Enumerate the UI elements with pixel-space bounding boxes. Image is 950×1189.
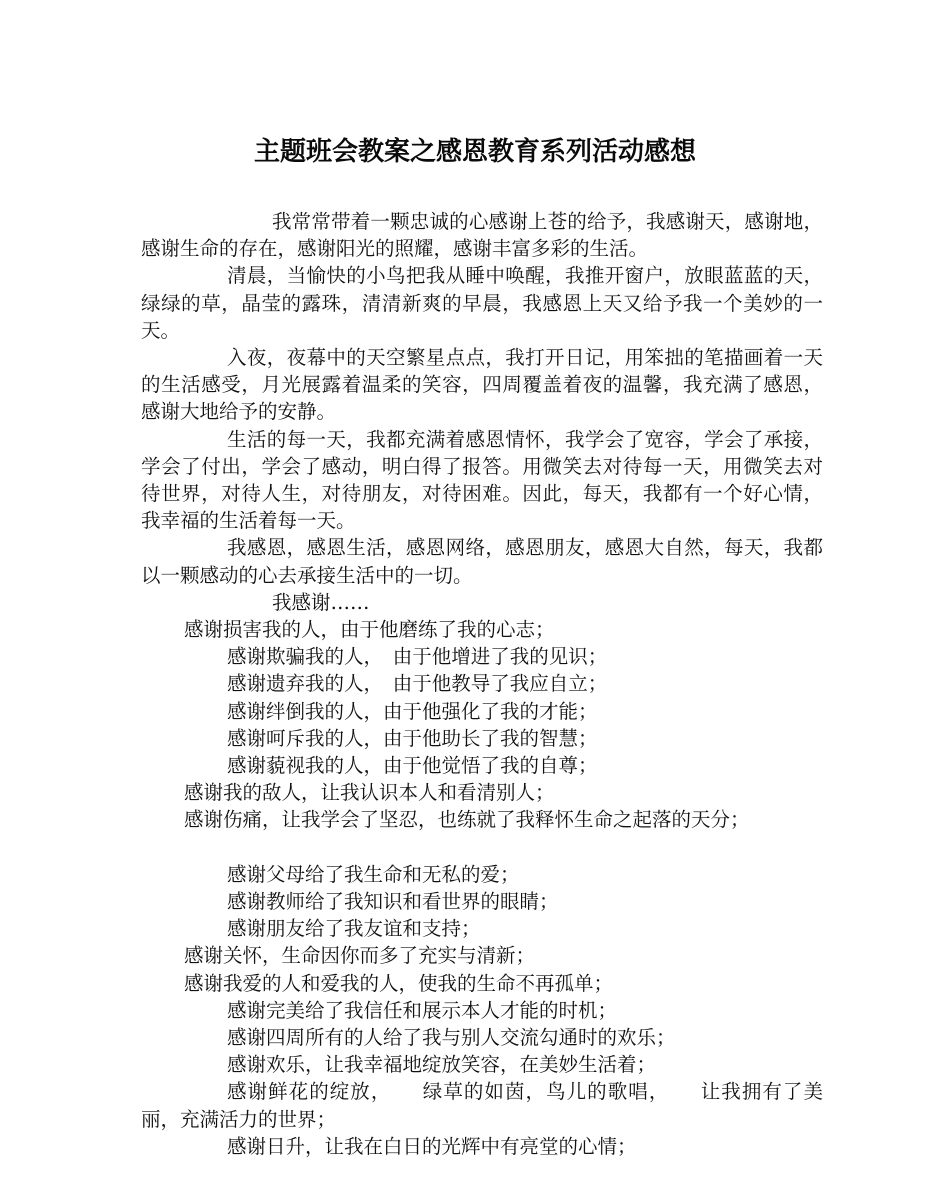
paragraph-morning: 清晨，当愉快的小鸟把我从睡中唤醒，我推开窗户，放眼蓝蓝的天，绿绿的草，晶莹的露珠，清清新爽的早晨，我感恩上天又给予我一个美妙的一天。 xyxy=(141,264,823,342)
thanks-line: 感谢日升，让我在白日的光辉中有亮堂的心情； xyxy=(227,1134,637,1158)
thanks-line: 感谢绊倒我的人，由于他强化了我的才能； xyxy=(227,699,598,723)
paragraph-i-thank: 我感谢…… xyxy=(272,590,370,614)
thanks-line: 感谢欺骗我的人， 由于他增进了我的见识； xyxy=(227,645,608,669)
thanks-line: 感谢关怀，生命因你而多了充实与清新； xyxy=(184,944,536,968)
thanks-line: 感谢鲜花的绽放， 绿草的如茵，鸟儿的歌唱， 让我拥有了美丽，充满活力的世界； xyxy=(141,1080,823,1131)
thanks-line: 感谢藐视我的人，由于他觉悟了我的自尊； xyxy=(227,754,598,778)
thanks-line: 感谢完美给了我信任和展示本人才能的时机； xyxy=(227,998,618,1022)
document-body xyxy=(141,208,823,1160)
thanks-line: 感谢呵斥我的人，由于他助长了我的智慧； xyxy=(227,726,598,750)
thanks-line: 感谢四周所有的人给了我与别人交流勾通时的欢乐； xyxy=(227,1026,676,1050)
thanks-line: 感谢我爱的人和爱我的人，使我的生命不再孤单； xyxy=(184,971,614,995)
thanks-line: 感谢朋友给了我友谊和支持； xyxy=(227,917,481,941)
thanks-line: 感谢教师给了我知识和看世界的眼睛； xyxy=(227,890,559,914)
thanks-line: 感谢父母给了我生命和无私的爱； xyxy=(227,862,520,886)
thanks-line: 感谢损害我的人，由于他磨练了我的心志； xyxy=(184,618,555,642)
paragraph-night: 入夜，夜幕中的天空繁星点点，我打开日记，用笨拙的笔描画着一天的生活感受，月光展露着温柔的笑容，四周覆盖着夜的温馨，我充满了感恩，感谢大地给予的安静。 xyxy=(141,346,823,424)
blank-line xyxy=(141,834,823,861)
thanks-line: 感谢伤痛，让我学会了坚忍，也练就了我释怀生命之起落的天分； xyxy=(184,808,750,832)
thanks-line: 感谢遗弃我的人， 由于他教导了我应自立； xyxy=(227,672,608,696)
document-title: 主题班会教案之感恩教育系列活动感想 xyxy=(253,137,696,167)
paragraph-daily-life: 生活的每一天，我都充满着感恩情怀，我学会了宽容，学会了承接，学会了付出，学会了感动，明白得了报答。用微笑去对待每一天，用微笑去对待世界，对待人生，对待朋友，对待困难。因此，每天，我都有一个好心情，我幸福的生活着每一天。 xyxy=(141,427,823,533)
paragraph-gratitude-everything: 我感恩，感恩生活，感恩网络，感恩朋友，感恩大自然，每天，我都以一颗感动的心去承接生活中的一切。 xyxy=(141,536,823,587)
thanks-line: 感谢欢乐，让我幸福地绽放笑容，在美妙生活着； xyxy=(227,1053,657,1077)
thanks-line: 感谢我的敌人，让我认识本人和看清别人； xyxy=(184,781,555,805)
paragraph-gratitude-heaven: 我常常带着一颗忠诚的心感谢上苍的给予，我感谢天，感谢地，感谢生命的存在，感谢阳光的照耀，感谢丰富多彩的生活。 xyxy=(141,210,823,261)
